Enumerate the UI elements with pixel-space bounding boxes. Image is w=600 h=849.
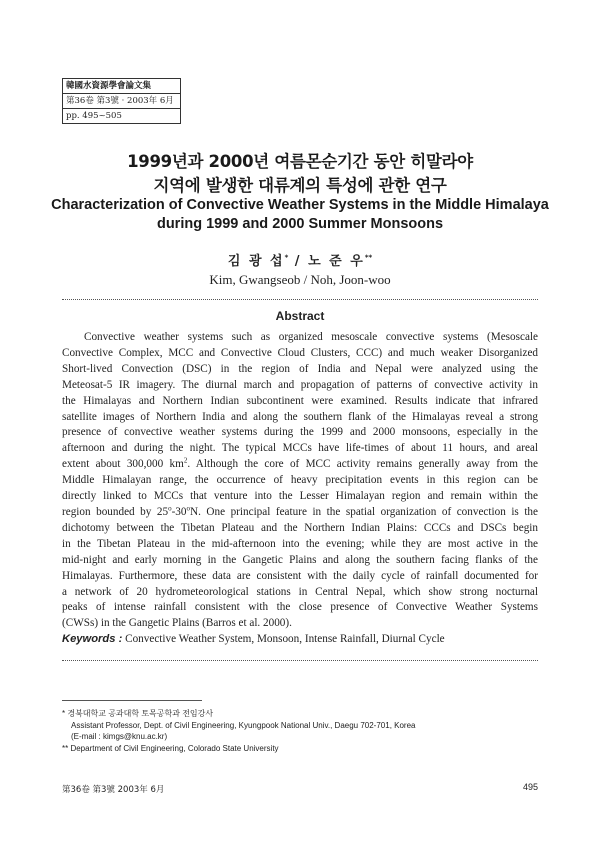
divider-top (62, 299, 538, 300)
abstract-line: the Himalayas and Northern Indian subcontinent were examined. Results indicate that infrared (62, 394, 538, 407)
author-separator: / (288, 254, 309, 269)
abstract-line: dichotomy between the Tibetan Plateau and the Northern Indian Plains: CCCs and DSCs begin (62, 521, 538, 534)
journal-name: 韓國水資源學會論文集 (63, 79, 180, 94)
abstract-line: directly linked to MCCs that venture into the Lesser Himalayan region and remain within the (62, 490, 538, 503)
footnote-rule (62, 700, 202, 701)
abstract-line: afternoon and during the night. The typical MCCs have life-times of about 11 hours, and areal (62, 442, 538, 455)
degree-mark: o (186, 504, 190, 513)
abstract-text: region bounded by 25 (62, 505, 169, 518)
keywords-label: Keywords : (62, 633, 123, 646)
abstract-line: a network of 20 hydrometeorological stations in Central Nepal, which show strong nocturnal (62, 585, 538, 598)
footnote-1-korean: * 경북대학교 공과대학 토목공학과 전임강사 (62, 709, 214, 718)
journal-pages: pp. 495~505 (66, 111, 122, 121)
superscript: 2 (183, 456, 188, 465)
author-1-affil-mark: * (284, 253, 289, 262)
author-1-korean: 김 광 섭 (227, 254, 285, 269)
abstract-line: presence of convective weather systems during the 1999 and 2000 monsoons, especially in the (62, 426, 538, 439)
abstract-line: mid-night and early morning in the Gangetic Plains and along the southern facing flanks of the (62, 553, 538, 566)
abstract-line: in the Tibetan Plateau in the mid-afternoon into the evening; while they are most active in the (62, 537, 538, 550)
abstract-heading: Abstract (275, 309, 325, 323)
abstract-line: Short-lived Convection (DSC) in the region of India and Nepal were analyzed using the (62, 362, 538, 375)
footer-issue: 第36卷 第3號 2003年 6月 (62, 785, 165, 795)
journal-volume: 第36卷 第3號 · 2003年 6月 (63, 94, 180, 109)
abstract-line: Meteosat-5 IR imagery. The diurnal march and propagation of patterns of convective activity in (62, 378, 538, 391)
abstract-line: Himalayas. Furthermore, these data are consistent with the daily cycle of rainfall documented for (62, 569, 538, 582)
abstract-body (62, 330, 538, 648)
footnote-1-english: Assistant Professor, Dept. of Civil Engineering, Kyungpook National Univ., Daegu 702-701, Korea (71, 720, 416, 730)
keywords-line (62, 632, 538, 648)
footnotes (62, 708, 542, 754)
title-english-line1: Characterization of Convective Weather Systems in the Middle Himalaya (51, 197, 549, 213)
abstract-line (62, 457, 538, 473)
abstract-line: satellite images of Northern India and along the southern flank of the Himalayas reveal a strong (62, 410, 538, 423)
author-2-korean: 노 준 우 (308, 254, 365, 269)
abstract-text: extent about 300,000 km (62, 458, 184, 471)
divider-bottom (62, 660, 538, 661)
abstract-line: Middle Himalayan range, the occurrence of heavy precipitation events in this region can be (62, 474, 538, 487)
authors-english: Kim, Gwangseob / Noh, Joon-woo (209, 272, 391, 287)
author-2-affil-mark: ** (364, 253, 373, 262)
abstract-line: Convective Complex, MCC and Convective Cloud Clusters, CCC) and much weaker Disorganized (62, 346, 538, 359)
abstract-line: Convective weather systems such as organized mesoscale convective systems (Mesoscale (84, 331, 538, 343)
title-korean-line2: 지역에 발생한 대류계의 특성에 관한 연구 (153, 176, 447, 195)
abstract-text: -30 (171, 505, 187, 518)
journal-info-box (62, 78, 181, 124)
abstract-line: peaks of intense rainfall consistent with the close presence of Convective Weather Systems (62, 601, 538, 614)
abstract-text: . Although the core of MCC activity remains generally away from the (187, 458, 538, 471)
keywords: Convective Weather System, Monsoon, Intense Rainfall, Diurnal Cycle (122, 633, 445, 646)
authors-korean (0, 250, 600, 269)
abstract-text: N. One principal feature in the spatial organization of convection is the (190, 505, 538, 518)
page-number: 495 (522, 782, 538, 792)
title-english-line2: during 1999 and 2000 Summer Monsoons (156, 216, 444, 232)
abstract-line (62, 505, 538, 521)
degree-mark: o (168, 504, 172, 513)
title-korean-line1: 1999년과 2000년 여름몬순기간 동안 히말라야 (127, 152, 473, 171)
abstract-line: (CWSs) in the Gangetic Plains (Barros et al. 2000). (62, 617, 292, 630)
footnote-2: ** Department of Civil Engineering, Colorado State University (62, 743, 279, 753)
footnote-1-email: (E-mail : kimgs@knu.ac.kr) (71, 732, 168, 741)
